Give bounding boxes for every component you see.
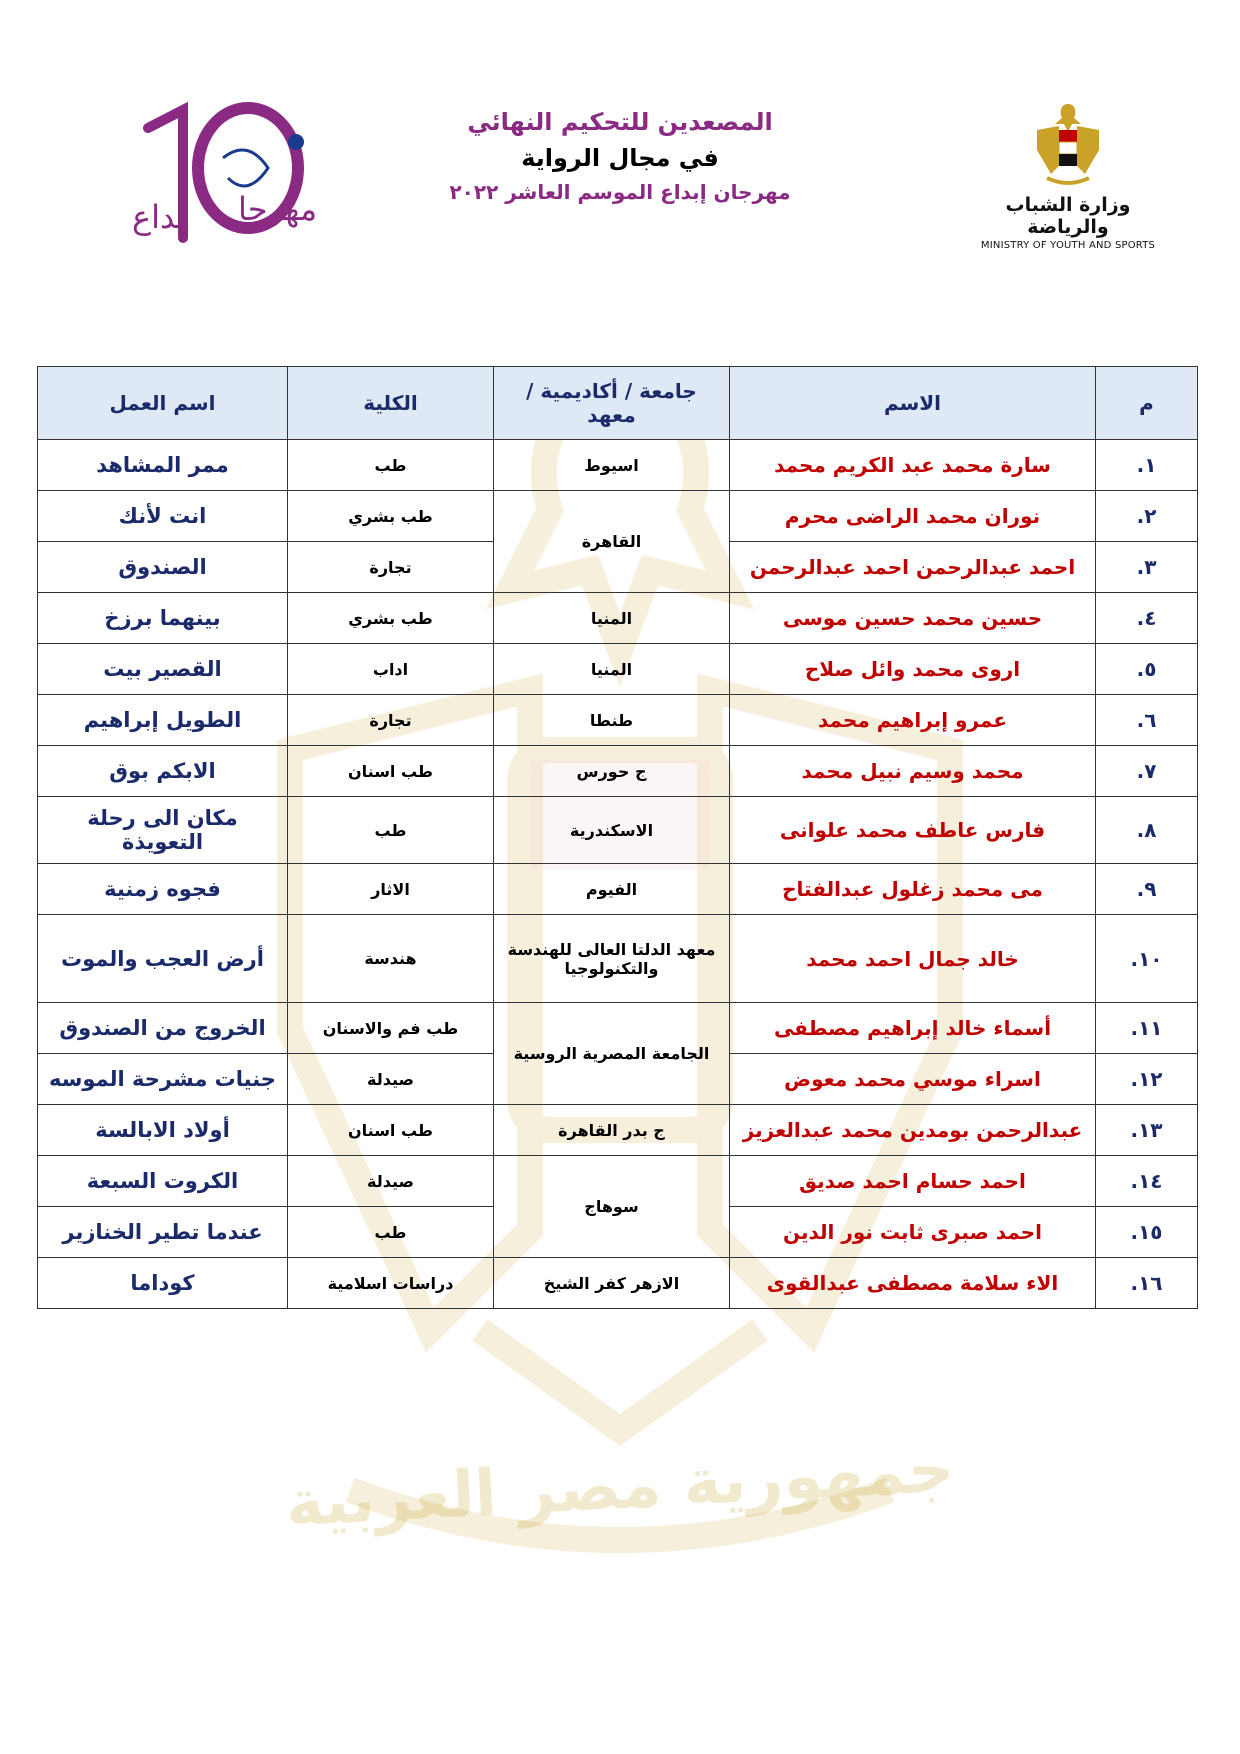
university: الفيوم <box>494 864 730 915</box>
work-title: انت لأنك <box>38 491 288 542</box>
work-title: القصير بيت <box>38 644 288 695</box>
page-subtitle: في مجال الرواية <box>521 144 719 172</box>
ministry-logo <box>968 100 1168 251</box>
university: المنيا <box>494 593 730 644</box>
title-block <box>400 100 840 204</box>
page-title: المصعدين للتحكيم النهائي <box>467 108 773 136</box>
faculty: طب اسنان <box>288 1105 494 1156</box>
university: سوهاج <box>494 1156 730 1258</box>
participant-name: عبدالرحمن بومدين محمد عبدالعزيز <box>730 1105 1096 1156</box>
participant-name: خالد جمال احمد محمد <box>730 915 1096 1003</box>
participant-name: عمرو إبراهيم محمد <box>730 695 1096 746</box>
table-header-row <box>38 367 1198 440</box>
watermark-text: جمهورية مصر العربية <box>284 1432 956 1542</box>
faculty: طب <box>288 797 494 864</box>
row-number: ٨. <box>1096 797 1198 864</box>
university: ج بدر القاهرة <box>494 1105 730 1156</box>
faculty: طب فم والاسنان <box>288 1003 494 1054</box>
table-row <box>38 491 1198 542</box>
eagle-emblem-icon <box>1033 100 1103 190</box>
table-row <box>38 746 1198 797</box>
participant-name: حسين محمد حسين موسى <box>730 593 1096 644</box>
work-title: عندما تطير الخنازير <box>38 1207 288 1258</box>
participant-name: احمد عبدالرحمن احمد عبدالرحمن <box>730 542 1096 593</box>
header-name: الاسم <box>730 367 1096 440</box>
participant-name: اروى محمد وائل صلاح <box>730 644 1096 695</box>
work-title: الخروج من الصندوق <box>38 1003 288 1054</box>
row-number: ١٥. <box>1096 1207 1198 1258</box>
header-university: جامعة / أكاديمية / معهد <box>494 367 730 440</box>
table-row <box>38 1156 1198 1207</box>
university: المنيا <box>494 644 730 695</box>
participant-name: احمد صبرى ثابت نور الدين <box>730 1207 1096 1258</box>
table-row <box>38 1003 1198 1054</box>
university: معهد الدلتا العالى للهندسة والتكنولوجيا <box>494 915 730 1003</box>
work-title: أرض العجب والموت <box>38 915 288 1003</box>
row-number: ٣. <box>1096 542 1198 593</box>
table-row <box>38 644 1198 695</box>
work-title: جنيات مشرحة الموسه <box>38 1054 288 1105</box>
table-row <box>38 915 1198 1003</box>
table-row <box>38 593 1198 644</box>
results-table <box>37 366 1198 1309</box>
participant-name: مى محمد زغلول عبدالفتاح <box>730 864 1096 915</box>
faculty: صيدلة <box>288 1054 494 1105</box>
work-title: الكروت السبعة <box>38 1156 288 1207</box>
work-title: أولاد الابالسة <box>38 1105 288 1156</box>
page-header <box>0 0 1240 300</box>
work-title: بينهما برزخ <box>38 593 288 644</box>
row-number: ١٠. <box>1096 915 1198 1003</box>
table-row <box>38 1258 1198 1309</box>
work-title: فجوه زمنية <box>38 864 288 915</box>
row-number: ٥. <box>1096 644 1198 695</box>
participant-name: اسراء موسي محمد معوض <box>730 1054 1096 1105</box>
faculty: طب <box>288 1207 494 1258</box>
participant-name: الاء سلامة مصطفى عبدالقوى <box>730 1258 1096 1309</box>
row-number: ١١. <box>1096 1003 1198 1054</box>
row-number: ١٤. <box>1096 1156 1198 1207</box>
faculty: طب اسنان <box>288 746 494 797</box>
participant-name: أسماء خالد إبراهيم مصطفى <box>730 1003 1096 1054</box>
faculty: الاثار <box>288 864 494 915</box>
work-title: الصندوق <box>38 542 288 593</box>
work-title: ممر المشاهد <box>38 440 288 491</box>
university: ج حورس <box>494 746 730 797</box>
header-work: اسم العمل <box>38 367 288 440</box>
university: الجامعة المصرية الروسية <box>494 1003 730 1105</box>
row-number: ١٢. <box>1096 1054 1198 1105</box>
faculty: اداب <box>288 644 494 695</box>
participant-name: سارة محمد عبد الكريم محمد <box>730 440 1096 491</box>
university: الاسكندرية <box>494 797 730 864</box>
table-row <box>38 1105 1198 1156</box>
participant-name: فارس عاطف محمد علوانى <box>730 797 1096 864</box>
header-num: م <box>1096 367 1198 440</box>
row-number: ١. <box>1096 440 1198 491</box>
header-faculty: الكلية <box>288 367 494 440</box>
row-number: ٧. <box>1096 746 1198 797</box>
work-title: الطويل إبراهيم <box>38 695 288 746</box>
participant-name: محمد وسيم نبيل محمد <box>730 746 1096 797</box>
university: اسيوط <box>494 440 730 491</box>
row-number: ٩. <box>1096 864 1198 915</box>
festival-word-left: بداع <box>132 198 186 236</box>
faculty: تجارة <box>288 695 494 746</box>
festival-season: مهرجان إبداع الموسم العاشر ٢٠٢٢ <box>449 180 791 204</box>
work-title: كوداما <box>38 1258 288 1309</box>
university: القاهرة <box>494 491 730 593</box>
university: طنطا <box>494 695 730 746</box>
faculty: صيدلة <box>288 1156 494 1207</box>
row-number: ٦. <box>1096 695 1198 746</box>
faculty: طب بشري <box>288 593 494 644</box>
table-row <box>38 797 1198 864</box>
faculty: دراسات اسلامية <box>288 1258 494 1309</box>
row-number: ١٣. <box>1096 1105 1198 1156</box>
faculty: طب بشري <box>288 491 494 542</box>
participant-name: نوران محمد الراضى محرم <box>730 491 1096 542</box>
work-title: الابكم بوق <box>38 746 288 797</box>
participant-name: احمد حسام احمد صديق <box>730 1156 1096 1207</box>
faculty: طب <box>288 440 494 491</box>
university: الازهر كفر الشيخ <box>494 1258 730 1309</box>
table-row <box>38 440 1198 491</box>
festival-word-right: مهرجا <box>238 190 318 228</box>
festival-logo <box>132 98 338 248</box>
work-title: مكان الى رحلة التعويذة <box>38 797 288 864</box>
row-number: ٤. <box>1096 593 1198 644</box>
ministry-name-en: MINISTRY OF YOUTH AND SPORTS <box>980 240 1156 251</box>
faculty: تجارة <box>288 542 494 593</box>
table-row <box>38 695 1198 746</box>
ministry-name-ar: وزارة الشباب والرياضة <box>1005 194 1131 238</box>
row-number: ٢. <box>1096 491 1198 542</box>
table-row <box>38 864 1198 915</box>
row-number: ١٦. <box>1096 1258 1198 1309</box>
faculty: هندسة <box>288 915 494 1003</box>
